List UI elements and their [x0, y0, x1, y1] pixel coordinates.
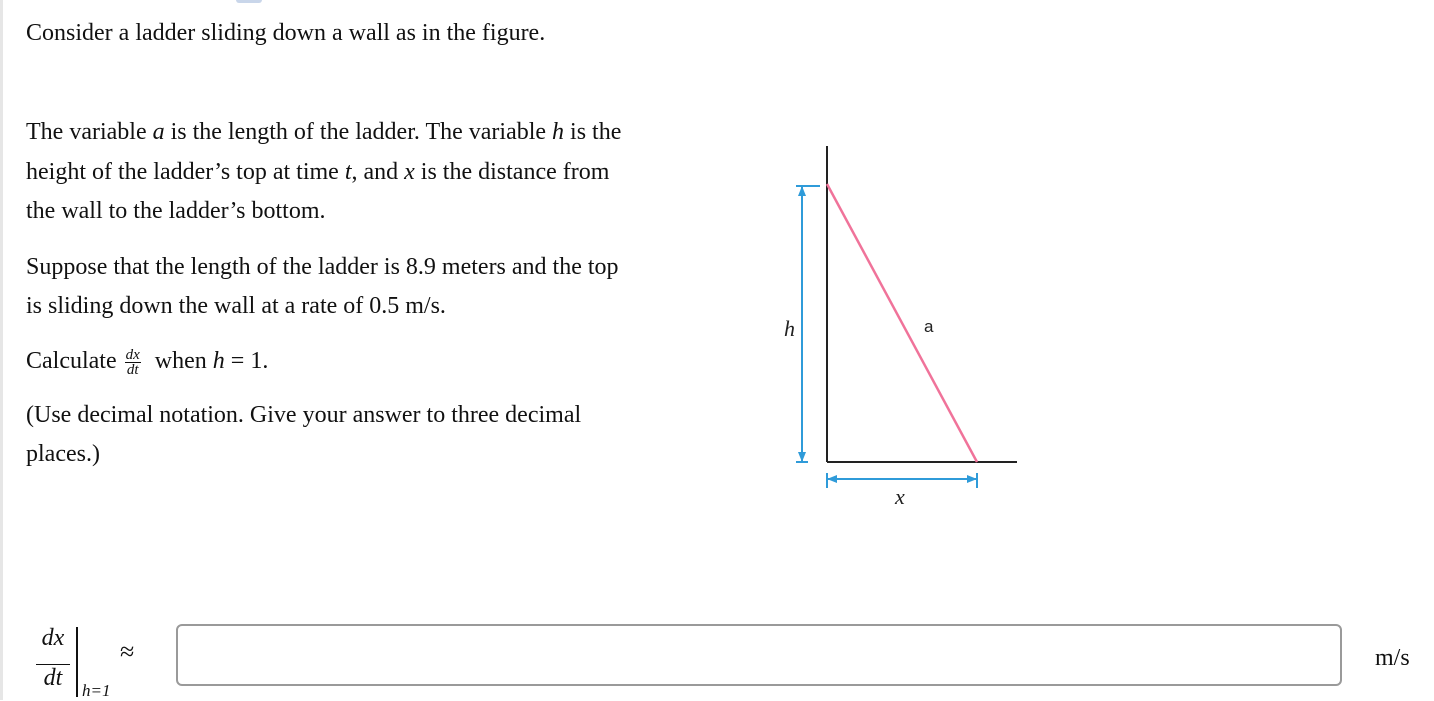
calculate-line — [26, 342, 268, 381]
answer-row — [0, 615, 1434, 700]
unit-label: m/s — [1375, 645, 1410, 671]
derivative-numerator: dx — [41, 625, 65, 651]
label-h: h — [784, 316, 795, 341]
instructions-line-1: (Use decimal notation. Give your answer to three decimal — [26, 402, 582, 428]
label-x: x — [895, 484, 905, 509]
height-arrow-up-head — [798, 186, 806, 196]
dx-dt-fraction — [125, 348, 141, 377]
variable-t: t — [344, 159, 352, 185]
given-line-2: is sliding down the wall at a rate of 0.5 m/s. — [26, 293, 446, 319]
variable-h: h — [552, 119, 565, 145]
text: = 1. — [224, 348, 269, 374]
derivative-denominator: dt — [43, 665, 63, 691]
instructions-line-2: places.) — [26, 441, 100, 467]
text: Calculate — [26, 348, 117, 374]
ladder-line — [827, 184, 977, 462]
height-arrow-down-head — [798, 452, 806, 462]
text: is the length of the ladder. The variable — [164, 119, 553, 145]
definitions-line-1 — [26, 113, 621, 152]
evaluation-subscript: h=1 — [82, 681, 111, 700]
left-border — [0, 0, 3, 700]
definitions-line-3: the wall to the ladder’s bottom. — [26, 198, 326, 224]
variable-x: x — [404, 159, 415, 185]
text: is the — [564, 119, 622, 145]
definitions-line-2 — [26, 153, 609, 192]
text: , and — [351, 159, 405, 185]
given-line-1: Suppose that the length of the ladder is 8.9 meters and the top — [26, 254, 619, 280]
text: is the distance from — [414, 159, 610, 185]
answer-input[interactable] — [176, 624, 1342, 686]
intro-text: Consider a ladder sliding down a wall as in the figure. — [26, 20, 546, 46]
fraction-numerator: dx — [125, 346, 140, 363]
approx-symbol: ≈ — [120, 637, 135, 666]
variable-a: a — [152, 119, 165, 145]
variable-h: h — [212, 348, 225, 374]
distance-arrow-right-head — [967, 475, 977, 483]
evaluation-bar — [76, 627, 78, 697]
text: The variable — [26, 119, 153, 145]
text: height of the ladder’s top at time — [26, 159, 345, 185]
label-a: a — [924, 317, 934, 336]
fraction-denominator: dt — [126, 361, 139, 378]
ladder-figure — [780, 140, 1040, 520]
text: when — [148, 348, 213, 374]
height-measure-arrow — [796, 186, 820, 462]
top-tab-indicator — [236, 0, 262, 3]
distance-arrow-left-head — [827, 475, 837, 483]
